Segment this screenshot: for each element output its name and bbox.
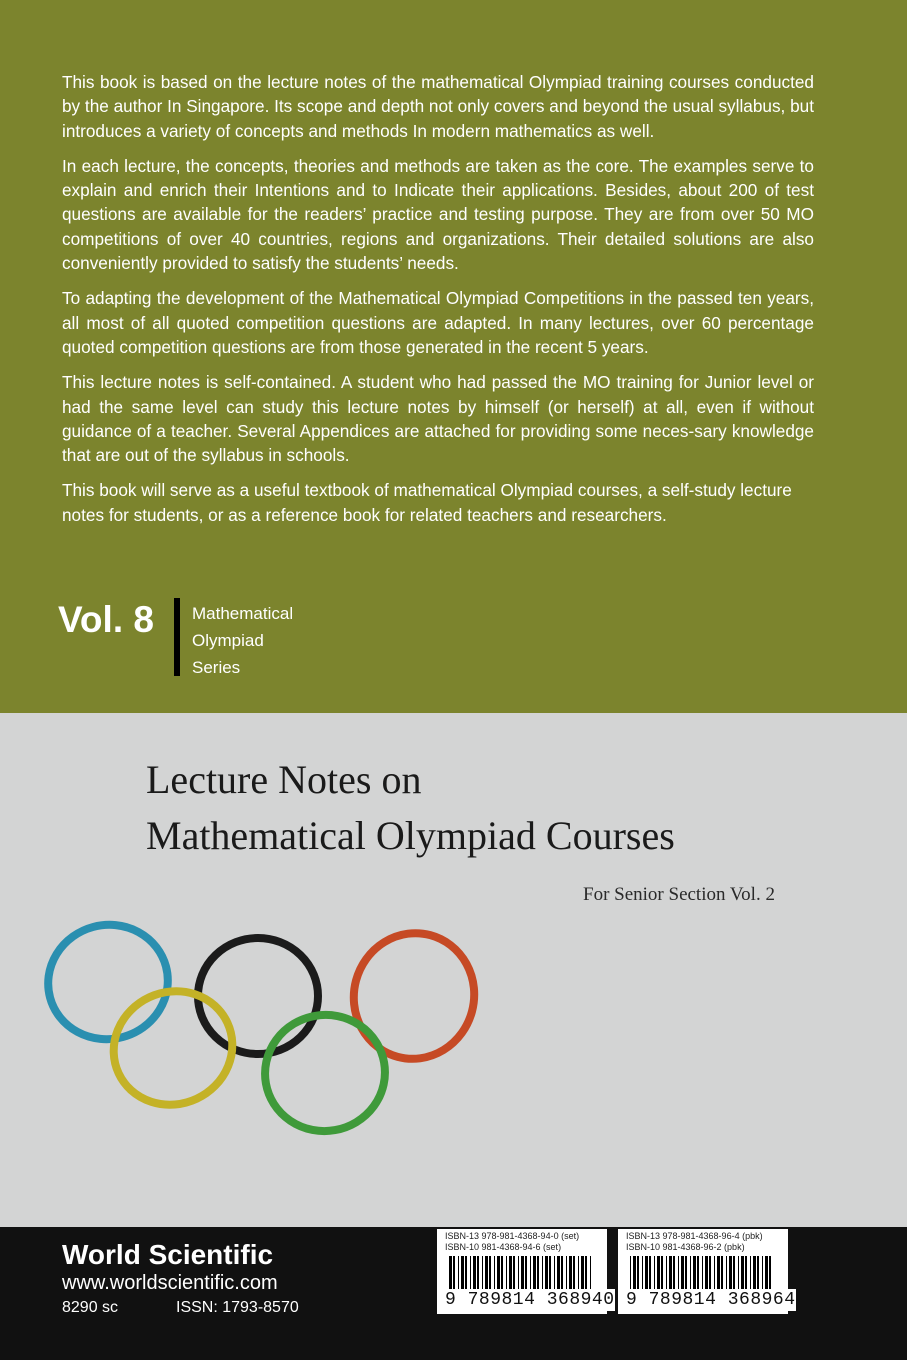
blurb-paragraph: This lecture notes is self-contained. A student who had passed the MO training for Junior level or had the same level can study this lecture notes by himself (or herself) at all, even if without guidance of a teacher. Several Appendices are attached for providing some neces-sary knowledge that are out of the syllabus in schools.	[62, 372, 814, 466]
isbn13-label: ISBN-13 978-981-4368-94-0 (set)	[445, 1231, 580, 1241]
isbn13-label: ISBN-13 978-981-4368-96-4 (pbk)	[626, 1231, 763, 1241]
publisher-name: World Scientific	[62, 1239, 274, 1270]
book-title	[146, 752, 675, 864]
volume-number: Vol. 8	[58, 599, 154, 640]
isbn10-label: ISBN-10 981-4368-94-6 (set)	[445, 1242, 562, 1252]
series-name	[192, 600, 293, 681]
series-divider	[174, 598, 180, 676]
black-ring-icon	[198, 938, 318, 1054]
series-name-line: Series	[192, 658, 241, 677]
isbn10-label: ISBN-10 981-4368-96-2 (pbk)	[626, 1242, 745, 1252]
series-issn: ISSN: 1793-8570	[176, 1299, 299, 1316]
olympic-rings-image	[0, 910, 907, 1220]
product-code: 8290 sc	[62, 1299, 119, 1316]
barcode-set	[437, 1229, 615, 1314]
barcode-digits: 9 789814 368940	[445, 1290, 615, 1310]
green-ring-icon	[256, 1005, 394, 1140]
red-ring-icon	[340, 920, 489, 1073]
series-name-line: Olympiad	[192, 631, 264, 650]
book-title-line: Mathematical Olympiad Courses	[146, 813, 675, 858]
publisher-url: www.worldscientific.com	[62, 1272, 278, 1294]
blurb-paragraph: This book is based on the lecture notes of the mathematical Olympiad training courses conducted by the author In Singapore. Its scope and depth not only covers and beyond the usual syllabus, but introduces a variety of concepts and methods In modern mathematics as well.	[62, 72, 814, 141]
blurb-paragraph: To adapting the development of the Mathematical Olympiad Competitions in the passed ten years, all most of all quoted competition questions are adapted. In many lectures, over 60 percentage quoted competition questions are from those generated in the recent 5 years.	[62, 288, 814, 357]
blurb-paragraph: This book will serve as a useful textbook of mathematical Olympiad courses, a self-study lecture notes for students, or as a reference book for related teachers and researchers.	[62, 480, 792, 525]
back-cover-blurb	[62, 70, 814, 538]
blurb-paragraph: In each lecture, the concepts, theories and methods are taken as the core. The examples serve to explain and enrich their Intentions and to Indicate their applications. Besides, about 200 of test questions are available for the readers’ practice and testing purpose. They are from over 50 MO competitions of over 40 countries, regions and organizations. Their detailed solutions are also conveniently provided to satisfy the students’ needs.	[62, 155, 814, 274]
blue-ring-icon	[35, 911, 180, 1052]
book-title-line: Lecture Notes on	[146, 757, 422, 802]
book-subtitle: For Senior Section Vol. 2	[583, 884, 775, 905]
series-name-line: Mathematical	[192, 604, 294, 623]
barcode-paperback	[618, 1229, 796, 1314]
barcode-digits: 9 789814 368964	[626, 1290, 796, 1310]
